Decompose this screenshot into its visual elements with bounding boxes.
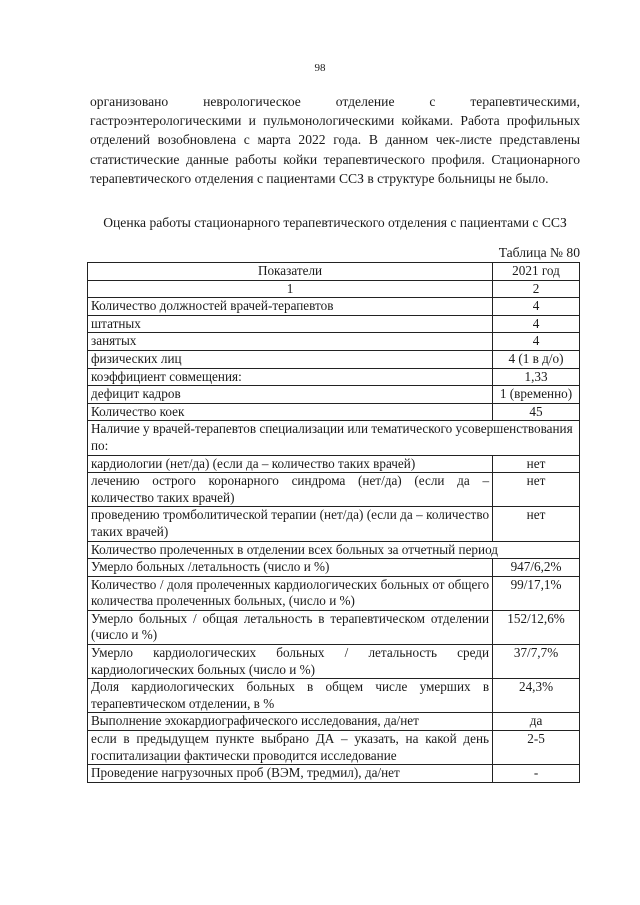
row-label: Наличие у врачей-терапевтов специализации или тематического усовершенствования по: [88, 421, 580, 455]
indicators-table [87, 262, 580, 783]
table-row [88, 333, 580, 351]
row-label: дефицит кадров [88, 386, 493, 404]
table-row [88, 315, 580, 333]
row-label: если в предыдущем пункте выбрано ДА – указать, на какой день госпитализации фактически проводится исследование [88, 731, 493, 765]
table-row [88, 386, 580, 404]
table-row [88, 645, 580, 679]
table-row [88, 350, 580, 368]
table-title: Оценка работы стационарного терапевтического отделения с пациентами с ССЗ [103, 215, 567, 230]
row-label: Умерло больных /летальность (число и %) [88, 559, 493, 577]
row-label: Количество коек [88, 403, 493, 421]
row-label: Проведение нагрузочных проб (ВЭМ, тредмил), да/нет [88, 765, 493, 783]
table-row [88, 421, 580, 455]
table-row [88, 541, 580, 559]
row-label: Количество должностей врачей-терапевтов [88, 298, 493, 316]
page-number: 98 [314, 62, 326, 74]
row-value: нет [493, 455, 580, 473]
row-label: лечению острого коронарного синдрома (нет/да) (если да – количество таких врачей) [88, 473, 493, 507]
table-row [88, 473, 580, 507]
row-value: 4 [493, 298, 580, 316]
row-value: 947/6,2% [493, 559, 580, 577]
table-row [88, 455, 580, 473]
table-row [88, 507, 580, 541]
table-row [88, 403, 580, 421]
row-label: Выполнение эхокардиографического исследования, да/нет [88, 713, 493, 731]
row-value: 37/7,7% [493, 645, 580, 679]
row-label: физических лиц [88, 350, 493, 368]
table-row [88, 765, 580, 783]
row-label: штатных [88, 315, 493, 333]
row-label: Доля кардиологических больных в общем числе умерших в терапевтическом отделении, в % [88, 679, 493, 713]
row-value: 99/17,1% [493, 576, 580, 610]
table-row [88, 610, 580, 644]
row-label: проведению тромболитической терапии (нет/да) (если да – количество таких врачей) [88, 507, 493, 541]
table-row [88, 576, 580, 610]
row-label: кардиологии (нет/да) (если да – количество таких врачей) [88, 455, 493, 473]
row-value: 152/12,6% [493, 610, 580, 644]
table-row [88, 298, 580, 316]
table-header-row [88, 263, 580, 281]
table-row [88, 731, 580, 765]
row-value: - [493, 765, 580, 783]
row-value: нет [493, 507, 580, 541]
column-header-year: 2021 год [493, 263, 580, 281]
intro-text [90, 92, 580, 188]
row-value: нет [493, 473, 580, 507]
table-row [88, 368, 580, 386]
intro-paragraph: организовано неврологическое отделение с терапевтическими, гастроэнтерологическими и пульмонологическими койками. Работа профильных отделений возобновлена с марта 2022 года. В данном чек-листе представлены статистические данные работы койки терапевтического профиля. Стационарного терапевтического отделения с пациентами ССЗ в структуре больницы не было. [90, 94, 580, 186]
row-label: занятых [88, 333, 493, 351]
table-row [88, 713, 580, 731]
row-value: 24,3% [493, 679, 580, 713]
row-value: 1 (временно) [493, 386, 580, 404]
row-label: Умерло кардиологических больных / летальность среди кардиологических больных (число и %) [88, 645, 493, 679]
row-value: 4 (1 в д/о) [493, 350, 580, 368]
column-number: 1 [88, 280, 493, 298]
row-value: 4 [493, 315, 580, 333]
row-value: да [493, 713, 580, 731]
row-value: 45 [493, 403, 580, 421]
row-label: Количество пролеченных в отделении всех больных за отчетный период [88, 541, 580, 559]
column-number: 2 [493, 280, 580, 298]
row-label: коэффициент совмещения: [88, 368, 493, 386]
table-label: Таблица № 80 [498, 245, 580, 260]
table-row [88, 559, 580, 577]
row-value: 4 [493, 333, 580, 351]
row-label: Умерло больных / общая летальность в терапевтическом отделении (число и %) [88, 610, 493, 644]
row-label: Количество / доля пролеченных кардиологических больных от общего количества пролеченных больных, (число и %) [88, 576, 493, 610]
table-row [88, 679, 580, 713]
table-numbering-row [88, 280, 580, 298]
row-value: 1,33 [493, 368, 580, 386]
column-header-indicators: Показатели [88, 263, 493, 281]
row-value: 2-5 [493, 731, 580, 765]
